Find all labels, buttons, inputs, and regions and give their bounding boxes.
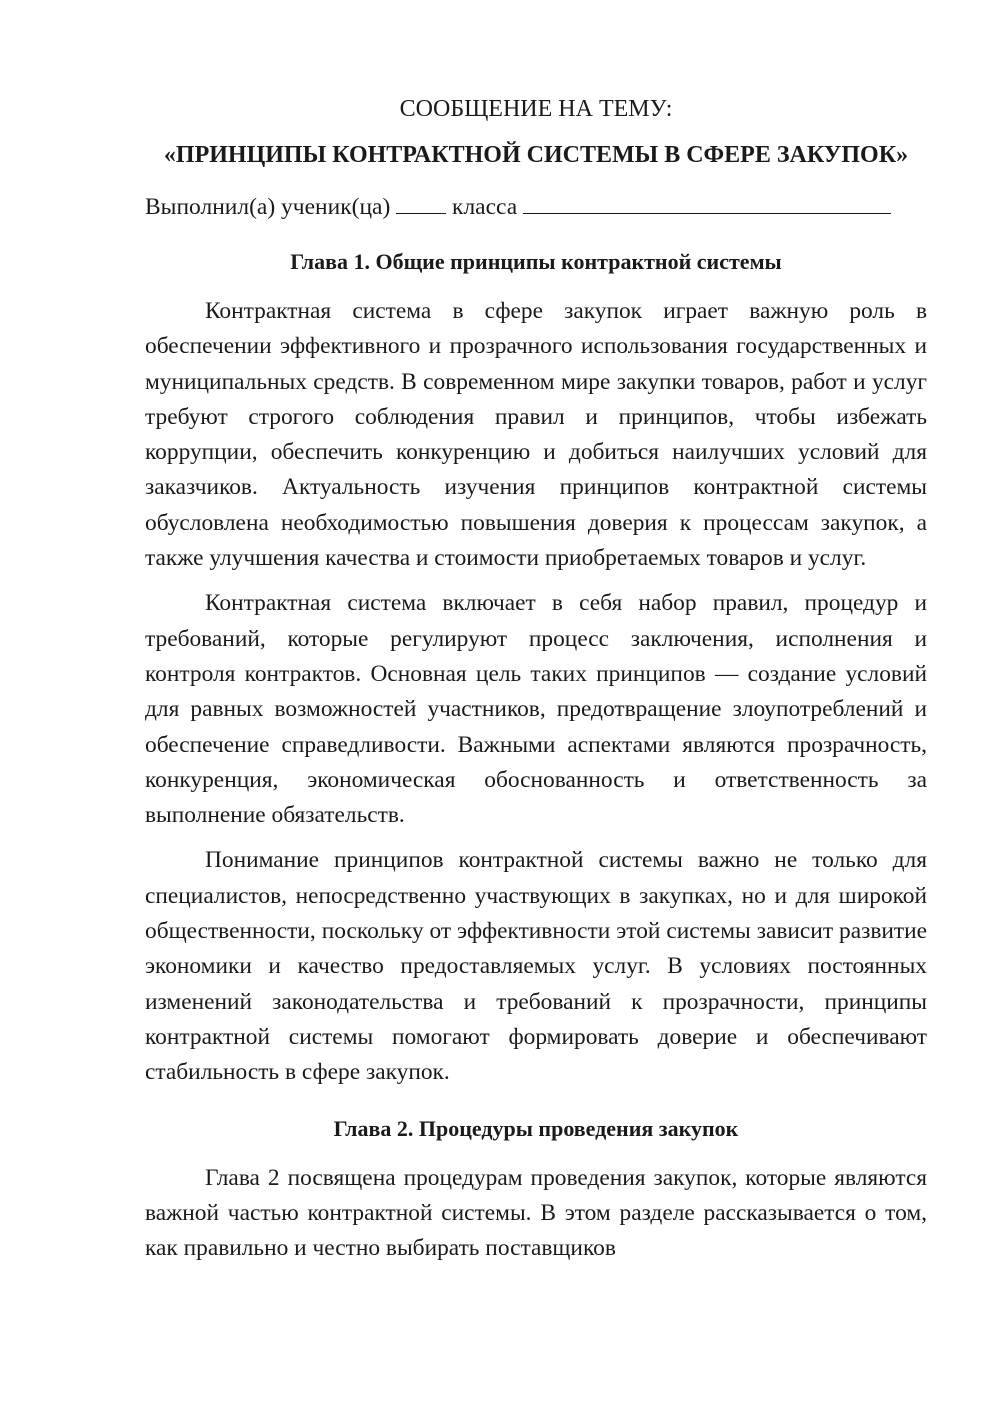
chapter1-paragraph: Понимание принципов контрактной системы важно не только для специалистов, непосредственно участвующих в закупках, но и для широкой общественности, поскольку от эффективности этой системы зависит развитие экономики и качество предоставляемых услуг. В условиях постоянных изменений законодательства и требований к прозрачности, принципы контрактной системы помогают формировать доверие и обеспечивают стабильность в сфере закупок. [145, 847, 927, 1086]
chapter1-paragraph: Контрактная система включает в себя набор правил, процедур и требований, которые регулируют процесс заключения, исполнения и контроля контрактов. Основная цель таких принципов — создание условий для равных возможностей участников, предотвращение злоупотреблений и обеспечение справедливости. Важными аспектами являются прозрачность, конкуренция, экономическая обоснованность и ответственность за выполнение обязательств. [145, 590, 927, 829]
author-line [145, 190, 927, 224]
student-blank [396, 191, 446, 214]
chapter2-paragraph: Глава 2 посвящена процедурам проведения закупок, которые являются важной частью контрактной системы. В этом разделе рассказывается о том, как правильно и честно выбирать поставщиков [145, 1164, 927, 1262]
class-blank [523, 191, 891, 214]
document-title: «ПРИНЦИПЫ КОНТРАКТНОЙ СИСТЕМЫ В СФЕРЕ ЗАКУПОК» [163, 142, 909, 168]
class-label: класса [452, 194, 518, 220]
title-prefix: СООБЩЕНИЕ НА ТЕМУ: [399, 96, 673, 122]
student-label: Выполнил(а) ученик(ца) [145, 194, 391, 220]
document-page [145, 92, 927, 1266]
chapter1-heading: Глава 1. Общие принципы контрактной системы [290, 249, 782, 274]
chapter2-heading: Глава 2. Процедуры проведения закупок [333, 1115, 739, 1141]
chapter1-paragraph: Контрактная система в сфере закупок играет важную роль в обеспечении эффективного и прозрачного использования государственных и муниципальных средств. В современном мире закупки товаров, работ и услуг требуют строгого соблюдения правил и принципов, чтобы избежать коррупции, обеспечить конкуренцию и добиться наилучших условий для заказчиков. Актуальность изучения принципов контрактной системы обусловлена необходимостью повышения доверия к процессам закупок, а также улучшения качества и стоимости приобретаемых товаров и услуг. [145, 298, 927, 572]
